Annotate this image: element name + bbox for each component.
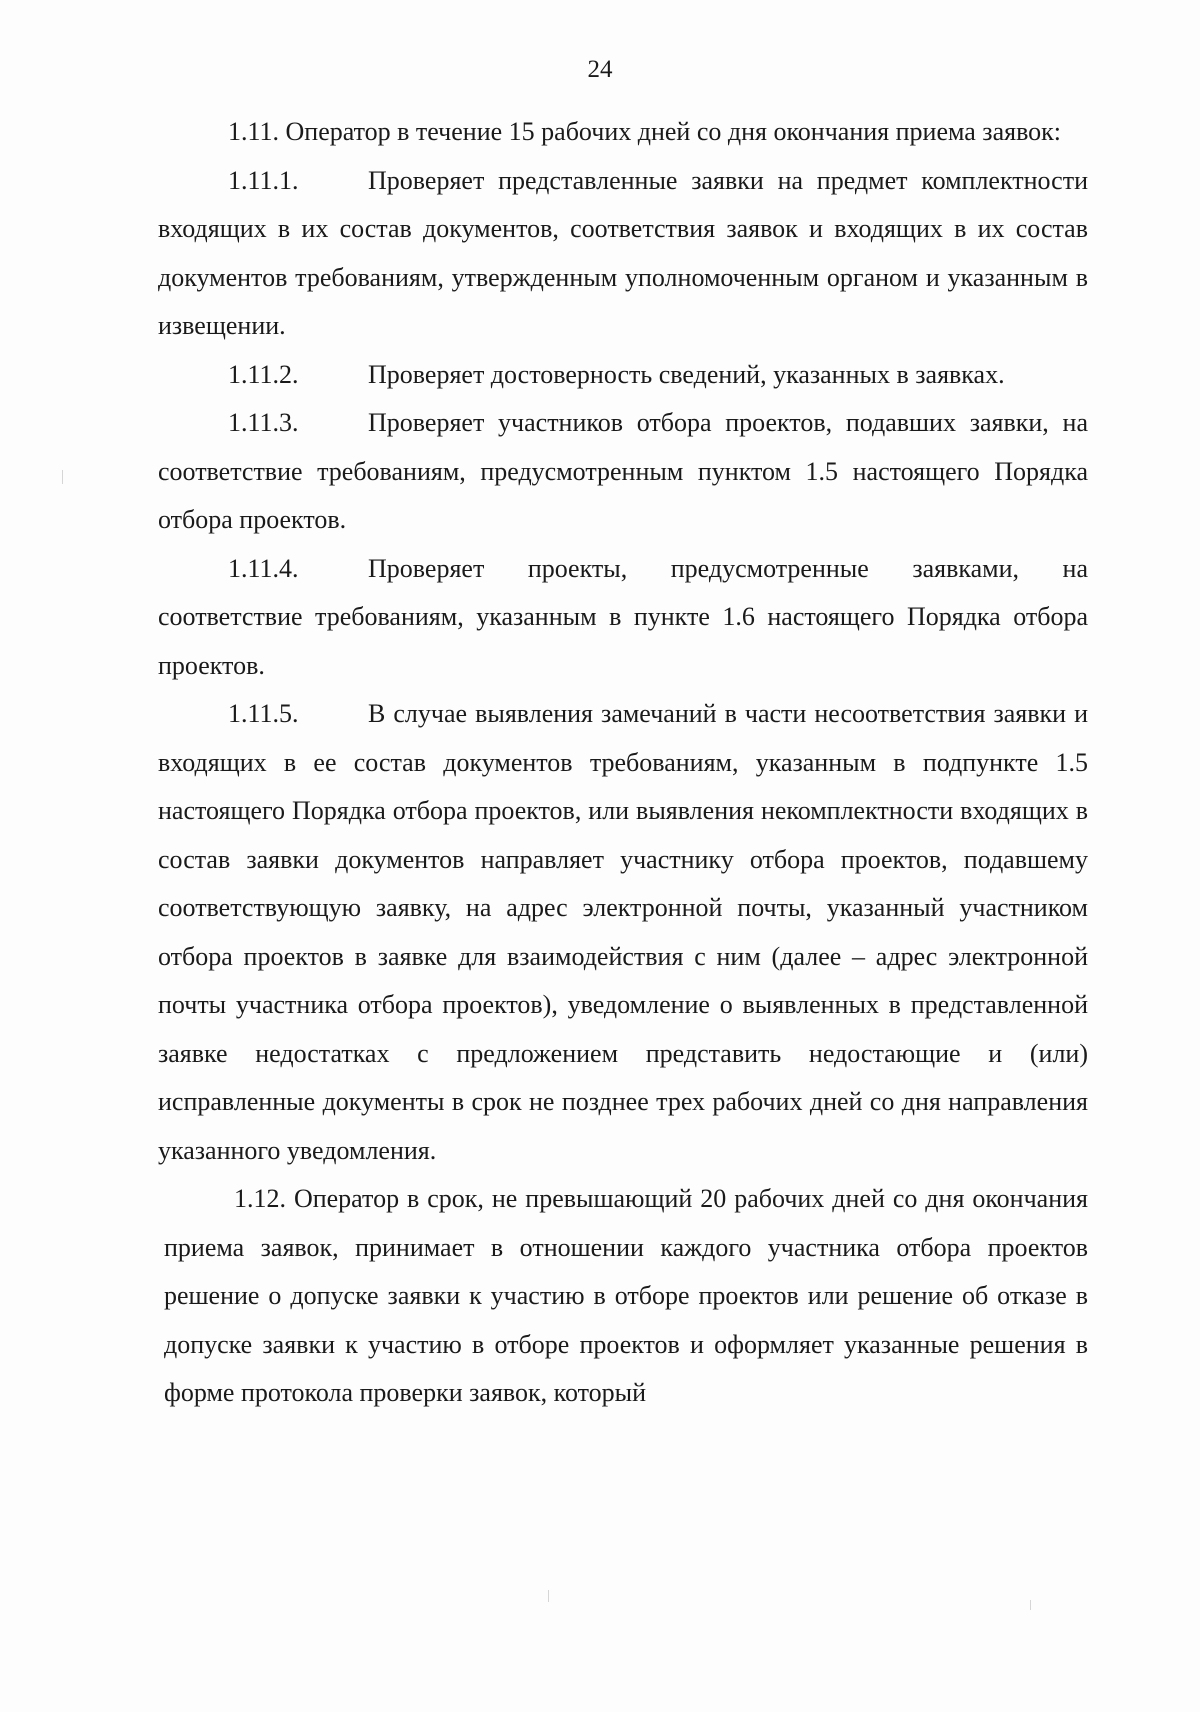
paragraph-1-11-4: [158, 545, 1088, 691]
scan-speck: [62, 470, 63, 484]
item-number: 1.11.4.: [228, 553, 299, 583]
document-body: [158, 108, 1088, 1418]
item-number: 1.11.2.: [228, 359, 299, 389]
item-text: Проверяет участников отбора проектов, подавших заявки, на соответствие требованиям, предусмотренным пунктом 1.5 настоящего Порядка отбора проектов.: [158, 408, 1088, 534]
item-number: 1.11.1.: [228, 165, 299, 195]
item-text: Проверяет проекты, предусмотренные заявками, на соответствие требованиям, указанным в пункте 1.6 настоящего Порядка отбора проектов.: [158, 553, 1088, 680]
item-text: Проверяет достоверность сведений, указанных в заявках.: [368, 359, 1005, 389]
paragraph-1-11: 1.11. Оператор в течение 15 рабочих дней со дня окончания приема заявок:: [228, 117, 1062, 146]
paragraph-1-11-5: [158, 690, 1088, 1175]
paragraph-1-11-1: [158, 157, 1088, 351]
item-number: 1.11.3.: [228, 408, 299, 437]
paragraph-1-11-3: [158, 399, 1088, 545]
item-text: Проверяет представленные заявки на предмет комплектности входящих в их состав документов, соответствия заявок и входящих в их состав документов требованиям, утвержденным уполномоченным органом и указанным в извещении.: [158, 165, 1088, 340]
page-number: 24: [587, 56, 613, 83]
paragraph-1-11-2: [158, 351, 1088, 400]
scan-speck: [548, 1590, 549, 1602]
scan-speck: [1030, 1600, 1031, 1610]
paragraph-1-12: 1.12. Оператор в срок, не превышающий 20 рабочих дней со дня окончания приема заявок, принимает в отношении каждого участника отбора проектов решение о допуске заявки к участию в отборе проектов или решение об отказе в допуске заявки к участию в отборе проектов и оформляет указанные решения в форме протокола проверки заявок, который: [164, 1184, 1088, 1407]
item-number: 1.11.5.: [228, 699, 299, 728]
item-text: В случае выявления замечаний в части несоответствия заявки и входящих в ее состав документов требованиям, указанным в подпункте 1.5 настоящего Порядка отбора проектов, или выявления некомплектности входящих в состав заявки документов направляет участнику отбора проектов, подавшему соответствующую заявку, на адрес электронной почты, указанный участником отбора проектов в заявке для взаимодействия с ним (далее – адрес электронной почты участника отбора проектов), уведомление о выявленных в представленной заявке недостатках с предложением представить недостающие и (или) исправленные документы в срок не позднее трех рабочих дней со дня направления указанного уведомления.: [158, 699, 1088, 1165]
